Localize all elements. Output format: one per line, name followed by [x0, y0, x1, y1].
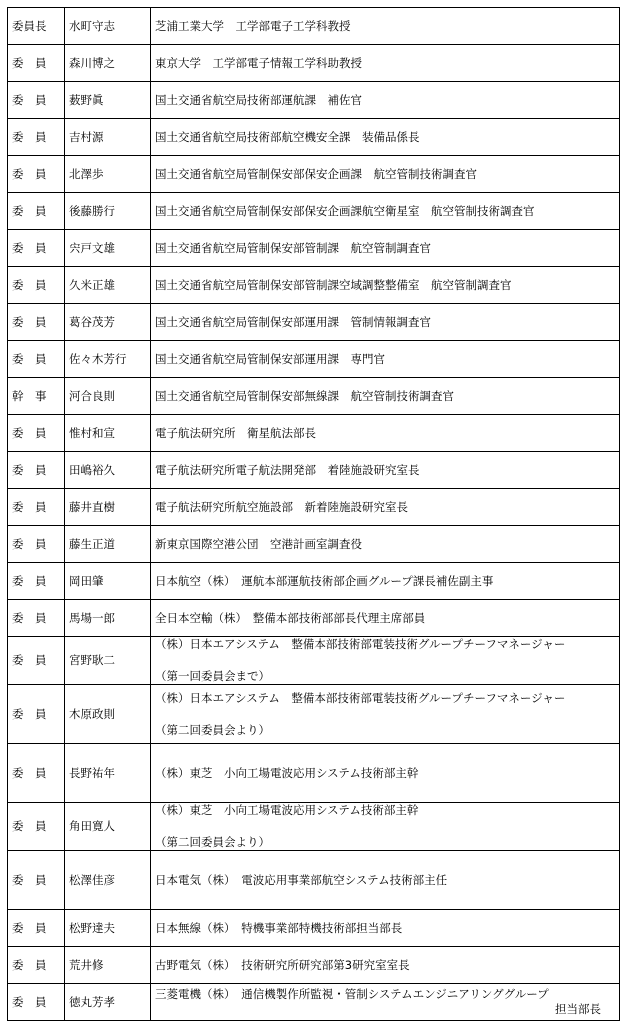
member-affiliation [151, 341, 620, 378]
member-name: 宍戸文雄 [65, 230, 151, 267]
member-role: 委 員 [8, 851, 65, 910]
member-affiliation [151, 82, 620, 119]
member-role: 委 員 [8, 193, 65, 230]
member-name: 松澤佳彦 [65, 851, 151, 910]
member-affiliation [151, 984, 620, 1021]
member-name: 佐々木芳行 [65, 341, 151, 378]
member-row [8, 267, 620, 304]
member-role: 委 員 [8, 230, 65, 267]
member-affiliation [151, 378, 620, 415]
member-name: 宮野耿二 [65, 637, 151, 685]
affiliation-note: （第二回委員会より） [155, 722, 270, 737]
member-role: 委 員 [8, 341, 65, 378]
member-name: 北澤歩 [65, 156, 151, 193]
affiliation-text: （株）東芝 小向工場電波応用システム技術部主幹 [155, 765, 419, 780]
member-affiliation [151, 156, 620, 193]
member-name: 田嶋裕久 [65, 452, 151, 489]
member-role: 委 員 [8, 744, 65, 803]
member-row [8, 230, 620, 267]
member-affiliation [151, 452, 620, 489]
affiliation-text: 国土交通省航空局管制保安部管制課空域調整整備室 航空管制調査官 [155, 277, 512, 292]
member-affiliation [151, 744, 620, 803]
member-role: 幹 事 [8, 378, 65, 415]
member-row [8, 685, 620, 744]
member-role: 委員長 [8, 8, 65, 45]
member-affiliation [151, 119, 620, 156]
affiliation-text: 国土交通省航空局管制保安部管制課 航空管制調査官 [155, 240, 431, 255]
member-role: 委 員 [8, 637, 65, 685]
member-role: 委 員 [8, 984, 65, 1021]
member-row [8, 489, 620, 526]
member-affiliation [151, 526, 620, 563]
affiliation-text: 芝浦工業大学 工学部電子工学科教授 [155, 18, 351, 33]
member-role: 委 員 [8, 489, 65, 526]
affiliation-text: 国土交通省航空局技術部運航課 補佐官 [155, 92, 362, 107]
affiliation-text: 国土交通省航空局管制保安部運用課 管制情報調査官 [155, 314, 431, 329]
member-role: 委 員 [8, 685, 65, 744]
member-row [8, 851, 620, 910]
affiliation-text: 電子航法研究所電子航法開発部 着陸施設研究室長 [155, 462, 420, 477]
member-role: 委 員 [8, 45, 65, 82]
member-affiliation [151, 193, 620, 230]
member-role: 委 員 [8, 563, 65, 600]
member-name: 岡田肇 [65, 563, 151, 600]
member-name: 後藤勝行 [65, 193, 151, 230]
member-affiliation [151, 600, 620, 637]
affiliation-note: （第一回委員会まで） [155, 669, 270, 683]
member-affiliation [151, 8, 620, 45]
affiliation-text: 国土交通省航空局技術部航空機安全課 装備品係長 [155, 129, 420, 144]
member-name: 森川博之 [65, 45, 151, 82]
member-affiliation [151, 230, 620, 267]
member-name: 徳丸芳孝 [65, 984, 151, 1021]
member-affiliation [151, 803, 620, 851]
member-rows [8, 8, 620, 1021]
affiliation-note: （第二回委員会より） [155, 835, 270, 849]
member-role: 委 員 [8, 600, 65, 637]
member-name: 長野祐年 [65, 744, 151, 803]
affiliation-text: （株）日本エアシステム 整備本部技術部電装技術グループチーフマネージャー [155, 637, 566, 651]
member-name: 河合良則 [65, 378, 151, 415]
member-row [8, 526, 620, 563]
member-role: 委 員 [8, 119, 65, 156]
member-affiliation [151, 563, 620, 600]
member-affiliation [151, 45, 620, 82]
affiliation-continuation: 担当部長 [555, 1002, 601, 1016]
member-affiliation [151, 489, 620, 526]
member-row [8, 193, 620, 230]
member-name: 荒井修 [65, 947, 151, 984]
member-affiliation [151, 304, 620, 341]
member-role: 委 員 [8, 156, 65, 193]
member-role: 委 員 [8, 304, 65, 341]
member-row [8, 910, 620, 947]
member-role: 委 員 [8, 415, 65, 452]
member-name: 松野達夫 [65, 910, 151, 947]
member-row [8, 563, 620, 600]
affiliation-text: 国土交通省航空局管制保安部運用課 専門官 [155, 351, 385, 366]
affiliation-text: 古野電気（株） 技術研究所研究部第3研究室室長 [155, 957, 410, 972]
affiliation-text: 東京大学 工学部電子情報工学科助教授 [155, 55, 362, 70]
member-row [8, 378, 620, 415]
affiliation-text: 国土交通省航空局管制保安部保安企画課 航空管制技術調査官 [155, 166, 477, 181]
affiliation-text: 電子航法研究所 衛星航法部長 [155, 425, 316, 440]
member-name: 久米正雄 [65, 267, 151, 304]
affiliation-text: 日本無線（株） 特機事業部特機技術部担当部長 [155, 920, 403, 935]
member-role: 委 員 [8, 82, 65, 119]
member-name: 木原政則 [65, 685, 151, 744]
member-row [8, 45, 620, 82]
affiliation-text: 日本電気（株） 電波応用事業部航空システム技術部主任 [155, 872, 448, 887]
member-row [8, 156, 620, 193]
member-row [8, 119, 620, 156]
member-affiliation [151, 947, 620, 984]
member-row [8, 8, 620, 45]
member-name: 角田寛人 [65, 803, 151, 851]
member-row [8, 82, 620, 119]
member-row [8, 803, 620, 851]
member-name: 藤生正道 [65, 526, 151, 563]
member-name: 惟村和宣 [65, 415, 151, 452]
member-row [8, 744, 620, 803]
member-affiliation [151, 267, 620, 304]
member-role: 委 員 [8, 452, 65, 489]
member-row [8, 452, 620, 489]
affiliation-text: 国土交通省航空局管制保安部保安企画課航空衛星室 航空管制技術調査官 [155, 203, 535, 218]
member-role: 委 員 [8, 910, 65, 947]
member-role: 委 員 [8, 526, 65, 563]
member-role: 委 員 [8, 267, 65, 304]
member-name: 馬場一郎 [65, 600, 151, 637]
member-row [8, 341, 620, 378]
affiliation-text: 三菱電機（株） 通信機製作所監視・管制システムエンジニアリンググループ [155, 987, 549, 1001]
member-name: 水町守志 [65, 8, 151, 45]
member-name: 吉村源 [65, 119, 151, 156]
committee-member-table [7, 7, 620, 1021]
affiliation-text: 国土交通省航空局管制保安部無線課 航空管制技術調査官 [155, 388, 454, 403]
member-row [8, 637, 620, 685]
member-row [8, 600, 620, 637]
affiliation-text: （株）東芝 小向工場電波応用システム技術部主幹 [155, 803, 419, 817]
member-affiliation [151, 415, 620, 452]
member-row [8, 947, 620, 984]
affiliation-text: 新東京国際空港公団 空港計画室調査役 [155, 536, 362, 551]
member-row [8, 984, 620, 1021]
member-affiliation [151, 910, 620, 947]
member-role: 委 員 [8, 803, 65, 851]
member-name: 藤井直樹 [65, 489, 151, 526]
member-row [8, 304, 620, 341]
member-name: 薮野眞 [65, 82, 151, 119]
affiliation-text: （株）日本エアシステム 整備本部技術部電装技術グループチーフマネージャー [155, 690, 566, 705]
affiliation-text: 日本航空（株） 運航本部運航技術部企画グループ課長補佐副主事 [155, 573, 494, 588]
affiliation-text: 電子航法研究所航空施設部 新着陸施設研究室長 [155, 499, 408, 514]
member-affiliation [151, 685, 620, 744]
affiliation-text: 全日本空輸（株） 整備本部技術部部長代理主席部員 [155, 610, 426, 625]
member-role: 委 員 [8, 947, 65, 984]
member-affiliation [151, 851, 620, 910]
member-name: 葛谷茂芳 [65, 304, 151, 341]
member-affiliation [151, 637, 620, 685]
member-row [8, 415, 620, 452]
